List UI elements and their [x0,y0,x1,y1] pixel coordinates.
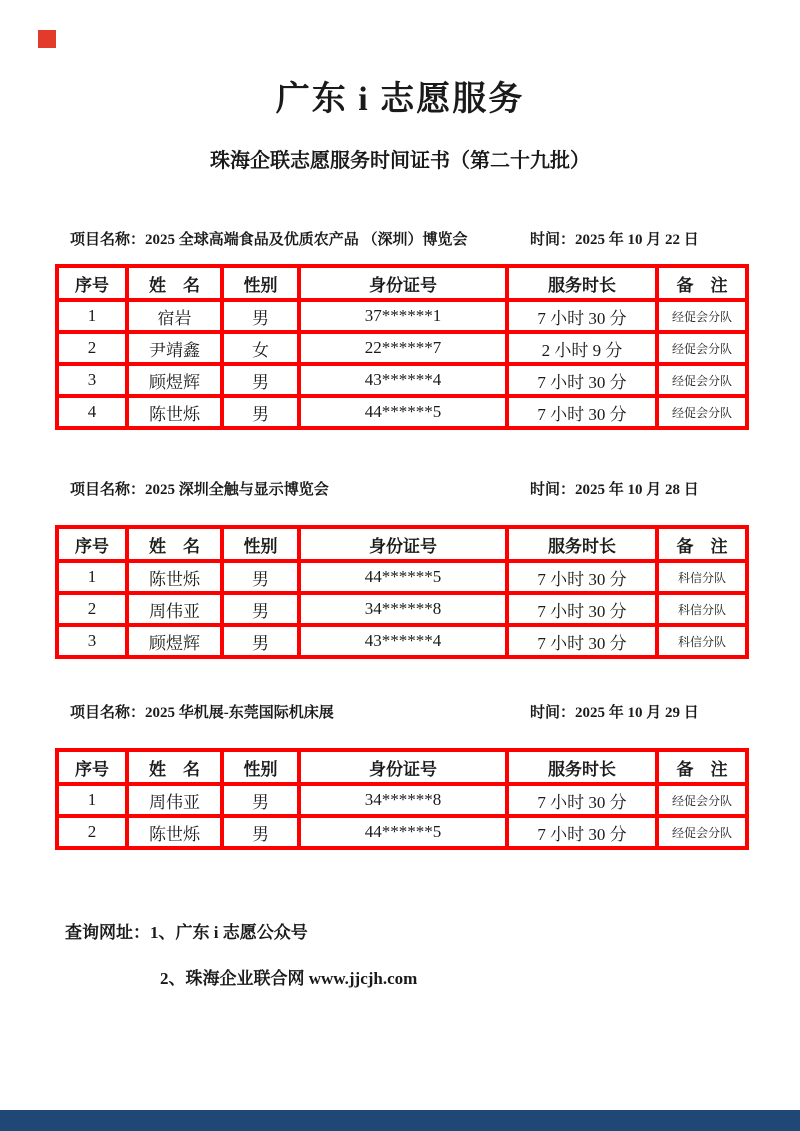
cell-id-number: 43******4 [299,625,507,657]
cell-service-duration: 7 小时 30 分 [507,816,657,848]
cell-remark: 经促会分队 [657,396,747,428]
cell-index: 1 [57,784,127,816]
column-header: 姓 名 [127,266,222,300]
cell-name: 周伟亚 [127,784,222,816]
cell-index: 3 [57,625,127,657]
column-header: 序号 [57,527,127,561]
cell-id-number: 44******5 [299,816,507,848]
column-header: 服务时长 [507,527,657,561]
cell-name: 宿岩 [127,300,222,332]
cell-index: 3 [57,364,127,396]
project-time-label: 时间：2025 年 10 月 29 日 [530,705,699,721]
table-header-row [57,527,747,561]
table-row [57,593,747,625]
cell-service-duration: 2 小时 9 分 [507,332,657,364]
cell-gender: 男 [222,816,299,848]
footer-query-line-2: 2、珠海企业联合网 www.jjcjh.com [160,969,418,988]
cell-name: 陈世烁 [127,561,222,593]
section-head [70,230,760,251]
cell-name: 陈世烁 [127,816,222,848]
column-header: 服务时长 [507,750,657,784]
table-row [57,300,747,332]
column-header: 身份证号 [299,750,507,784]
column-header: 身份证号 [299,266,507,300]
cell-remark: 经促会分队 [657,784,747,816]
red-stamp-square [38,30,56,48]
column-header: 姓 名 [127,750,222,784]
cell-gender: 男 [222,396,299,428]
cell-id-number: 22******7 [299,332,507,364]
cell-remark: 科信分队 [657,561,747,593]
project-section-1 [0,230,800,430]
cell-service-duration: 7 小时 30 分 [507,396,657,428]
column-header: 序号 [57,750,127,784]
project-time-label: 时间：2025 年 10 月 28 日 [530,482,699,498]
cell-index: 2 [57,816,127,848]
cell-gender: 男 [222,561,299,593]
table-row [57,561,747,593]
footer-query-line-1: 查询网址：1、广东 i 志愿公众号 [65,923,308,942]
column-header: 备 注 [657,750,747,784]
cell-index: 2 [57,332,127,364]
cell-service-duration: 7 小时 30 分 [507,625,657,657]
cell-gender: 男 [222,625,299,657]
column-header: 备 注 [657,266,747,300]
column-header: 性别 [222,266,299,300]
cell-gender: 男 [222,593,299,625]
cell-remark: 经促会分队 [657,332,747,364]
table-row [57,364,747,396]
column-header: 备 注 [657,527,747,561]
project-name-label: 项目名称：2025 全球高端食品及优质农产品 （深圳）博览会 [70,232,468,248]
table-header-row [57,750,747,784]
project-name-label: 项目名称：2025 华机展-东莞国际机床展 [70,705,334,721]
footer [65,922,800,990]
column-header: 服务时长 [507,266,657,300]
bottom-blue-bar [0,1110,800,1131]
cell-index: 1 [57,300,127,332]
project-section-3 [0,703,800,850]
cell-index: 1 [57,561,127,593]
column-header: 性别 [222,750,299,784]
cell-service-duration: 7 小时 30 分 [507,593,657,625]
cell-name: 周伟亚 [127,593,222,625]
cell-id-number: 37******1 [299,300,507,332]
table-row [57,332,747,364]
cell-service-duration: 7 小时 30 分 [507,561,657,593]
cell-gender: 男 [222,300,299,332]
table-row [57,784,747,816]
column-header: 性别 [222,527,299,561]
cell-gender: 男 [222,784,299,816]
volunteer-table-1 [55,264,749,430]
section-head [70,703,760,724]
cell-name: 顾煜辉 [127,625,222,657]
section-head [70,480,760,501]
cell-remark: 科信分队 [657,625,747,657]
cell-name: 尹靖鑫 [127,332,222,364]
cell-id-number: 43******4 [299,364,507,396]
cell-id-number: 44******5 [299,561,507,593]
page-title: 广东 i 志愿服务 [275,81,525,118]
project-name-label: 项目名称：2025 深圳全触与显示博览会 [70,482,329,498]
cell-index: 2 [57,593,127,625]
cell-id-number: 34******8 [299,784,507,816]
cell-id-number: 34******8 [299,593,507,625]
cell-gender: 男 [222,364,299,396]
project-time-label: 时间：2025 年 10 月 22 日 [530,232,699,248]
column-header: 身份证号 [299,527,507,561]
cell-id-number: 44******5 [299,396,507,428]
table-header-row [57,266,747,300]
cell-remark: 经促会分队 [657,816,747,848]
column-header: 姓 名 [127,527,222,561]
cell-index: 4 [57,396,127,428]
cell-service-duration: 7 小时 30 分 [507,364,657,396]
cell-remark: 经促会分队 [657,364,747,396]
table-row [57,396,747,428]
page-subtitle: 珠海企联志愿服务时间证书（第二十九批） [210,150,590,172]
volunteer-table-2 [55,525,749,659]
cell-remark: 经促会分队 [657,300,747,332]
cell-service-duration: 7 小时 30 分 [507,784,657,816]
cell-gender: 女 [222,332,299,364]
table-row [57,816,747,848]
cell-name: 顾煜辉 [127,364,222,396]
cell-name: 陈世烁 [127,396,222,428]
cell-remark: 科信分队 [657,593,747,625]
project-section-2 [0,480,800,659]
volunteer-table-3 [55,748,749,850]
column-header: 序号 [57,266,127,300]
table-row [57,625,747,657]
cell-service-duration: 7 小时 30 分 [507,300,657,332]
